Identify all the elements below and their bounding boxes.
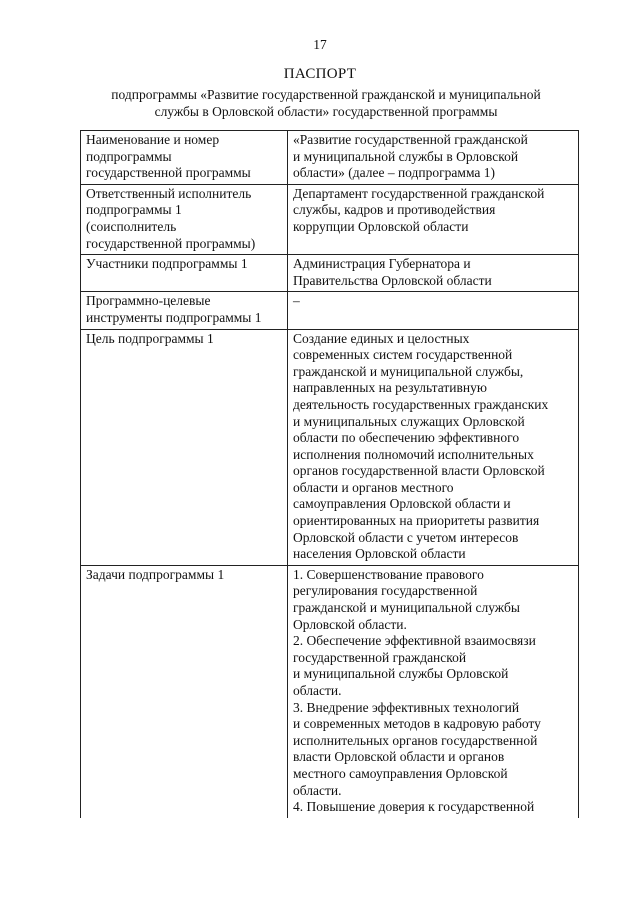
value-line: области. [293, 782, 342, 798]
passport-value-cell [288, 565, 579, 817]
label-line: Ответственный исполнитель [86, 185, 252, 201]
value-line: Правительства Орловской области [293, 272, 492, 288]
value-line: деятельность государственных гражданских [293, 396, 549, 412]
value-line: исполнительных органов государственной [293, 732, 538, 748]
label-line: Участники подпрограммы 1 [86, 256, 248, 272]
value-line: ориентированных на приоритеты развития [293, 513, 540, 529]
value-line: исполнения полномочий исполнительных [293, 446, 534, 462]
passport-row [81, 292, 579, 329]
value-line: органов государственной власти Орловской [293, 463, 545, 479]
value-line: 1. Совершенствование правового [293, 566, 484, 582]
value-line: и муниципальных служащих Орловской [293, 413, 525, 429]
value-line: регулирования государственной [293, 583, 478, 599]
value-line: области» (далее – подпрограмма 1) [293, 165, 496, 181]
value-line: и муниципальной службы Орловской [293, 666, 509, 682]
label-line: Цель подпрограммы 1 [86, 330, 214, 346]
value-line: 2. Обеспечение эффективной взаимосвязи [293, 633, 536, 649]
value-line: и современных методов в кадровую работу [293, 716, 541, 732]
passport-row [81, 184, 579, 254]
value-line: области и органов местного [293, 479, 454, 495]
label-line: (соисполнитель [86, 218, 177, 234]
value-line: местного самоуправления Орловской [293, 765, 508, 781]
label-line: подпрограммы 1 [86, 202, 182, 218]
passport-row [81, 255, 579, 292]
passport-label-cell [81, 292, 288, 329]
label-line: инструменты подпрограммы 1 [86, 309, 262, 325]
value-line: 4. Повышение доверия к государственной [293, 799, 535, 815]
value-line: государственной гражданской [293, 649, 467, 665]
value-line: «Развитие государственной гражданской [293, 132, 528, 147]
passport-value-cell [288, 292, 579, 329]
value-line: Орловской области с учетом интересов [293, 529, 519, 545]
value-line: Администрация Губернатора и [293, 256, 471, 272]
passport-row [81, 329, 579, 565]
value-line: Департамент государственной гражданской [293, 185, 545, 201]
label-line: Наименование и номер [86, 132, 220, 147]
value-line: гражданской и муниципальной службы [293, 600, 520, 616]
passport-row [81, 565, 579, 817]
passport-label-cell [81, 184, 288, 254]
value-line: службы, кадров и противодействия [293, 202, 496, 218]
passport-value-cell [288, 329, 579, 565]
subtitle-line: службы в Орловской области» государственной программы [154, 104, 498, 119]
passport-label-cell [81, 565, 288, 817]
value-line: Орловской области. [293, 616, 407, 632]
value-line: Создание единых и целостных [293, 330, 470, 346]
passport-table [80, 130, 579, 818]
value-line: коррупции Орловской области [293, 218, 469, 234]
passport-value-cell [288, 184, 579, 254]
passport-row [81, 131, 579, 185]
passport-value-cell [288, 255, 579, 292]
subtitle-line: подпрограммы «Развитие государственной гражданской и муниципальной [111, 87, 541, 102]
passport-label-cell [81, 131, 288, 185]
value-line: 3. Внедрение эффективных технологий [293, 699, 520, 715]
value-line: области по обеспечению эффективного [293, 430, 520, 446]
label-line: государственной программы) [86, 235, 256, 251]
label-line: Задачи подпрограммы 1 [86, 566, 225, 582]
label-line: Программно-целевые [86, 293, 211, 309]
value-line: самоуправления Орловской области и [293, 496, 511, 512]
label-line: государственной программы [86, 165, 251, 181]
passport-label-cell [81, 329, 288, 565]
value-line: направленных на результативную [293, 380, 487, 396]
passport-value-cell [288, 131, 579, 185]
label-line: подпрограммы [86, 148, 172, 164]
page-number: 17 [313, 37, 327, 52]
document-subtitle [70, 86, 582, 120]
passport-label-cell [81, 255, 288, 292]
value-line: – [293, 293, 300, 309]
document-title: ПАСПОРТ [283, 66, 357, 82]
value-line: и муниципальной службы в Орловской [293, 148, 519, 164]
value-line: современных систем государственной [293, 347, 513, 363]
value-line: гражданской и муниципальной службы, [293, 363, 524, 379]
value-line: власти Орловской области и органов [293, 749, 505, 765]
value-line: области. [293, 683, 342, 698]
value-line: населения Орловской области [293, 546, 466, 562]
passport-table-body [81, 131, 579, 818]
